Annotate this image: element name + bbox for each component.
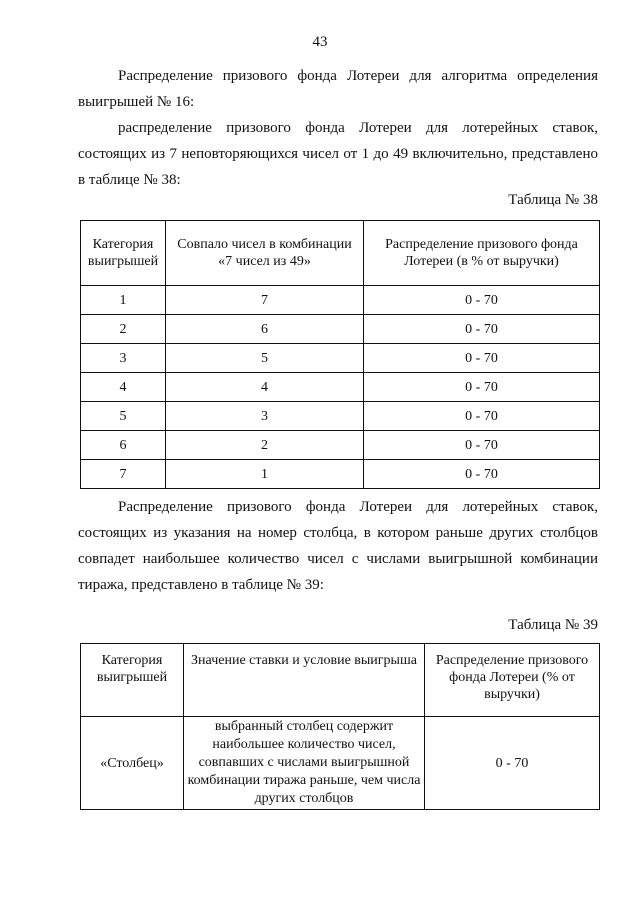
cell-category: 2 [81, 315, 166, 344]
table-row [81, 717, 600, 810]
table-row [81, 286, 600, 315]
table38-description-paragraph: распределение призового фонда Лотереи для лотерейных ставок, состоящих из 7 неповторяющихся чисел от 1 до 49 включительно, представлено в таблице № 38: [78, 120, 598, 188]
cell-category: 6 [81, 431, 166, 460]
prize-distribution-table-39 [80, 643, 600, 810]
header-bet-condition: Значение ставки и условие выигрыша [184, 644, 425, 717]
table39-description-paragraph: Распределение призового фонда Лотереи для лотерейных ставок, состоящих из указания на номер столбца, в котором раньше других столбцов совпадет наибольшее количество чисел с числами выигрышной комбинации тиража, представлено в таблице № 39: [78, 499, 598, 593]
cell-matched: 1 [166, 460, 364, 489]
cell-distribution: 0 - 70 [364, 315, 600, 344]
cell-category: 1 [81, 286, 166, 315]
table-row [81, 402, 600, 431]
cell-category: 3 [81, 344, 166, 373]
header-category: Категория выигрышей [81, 644, 184, 717]
cell-distribution: 0 - 70 [364, 286, 600, 315]
header-category: Категория выигрышей [81, 221, 166, 286]
table-row [81, 460, 600, 489]
cell-distribution: 0 - 70 [364, 344, 600, 373]
header-matched-numbers: Совпало чисел в комбинации «7 чисел из 49» [166, 221, 364, 286]
cell-distribution: 0 - 70 [364, 402, 600, 431]
table38-caption: Таблица № 38 [508, 192, 598, 208]
cell-distribution: 0 - 70 [364, 431, 600, 460]
cell-distribution: 0 - 70 [364, 460, 600, 489]
table-row [81, 344, 600, 373]
table-row [81, 431, 600, 460]
cell-category: «Столбец» [81, 717, 184, 810]
table-row [81, 315, 600, 344]
cell-matched: 6 [166, 315, 364, 344]
page-number: 43 [312, 34, 328, 50]
cell-matched: 5 [166, 344, 364, 373]
cell-condition: выбранный столбец содержит наибольшее количество чисел, совпавших с числами выигрышной комбинации тиража раньше, чем числа других столбцов [184, 717, 425, 810]
table-header-row [81, 644, 600, 717]
prize-distribution-table-38 [80, 220, 600, 489]
table-header-row [81, 221, 600, 286]
cell-matched: 7 [166, 286, 364, 315]
cell-matched: 2 [166, 431, 364, 460]
cell-matched: 3 [166, 402, 364, 431]
table39-caption: Таблица № 39 [508, 617, 598, 633]
header-prize-distribution: Распределение призового фонда Лотереи (% от выручки) [425, 644, 600, 717]
cell-distribution: 0 - 70 [364, 373, 600, 402]
cell-matched: 4 [166, 373, 364, 402]
cell-category: 7 [81, 460, 166, 489]
intro-paragraph: Распределение призового фонда Лотереи для алгоритма определения выигрышей № 16: [78, 68, 598, 110]
header-prize-distribution: Распределение призового фонда Лотереи (в % от выручки) [364, 221, 600, 286]
cell-distribution: 0 - 70 [425, 717, 600, 810]
table-row [81, 373, 600, 402]
cell-category: 4 [81, 373, 166, 402]
cell-category: 5 [81, 402, 166, 431]
